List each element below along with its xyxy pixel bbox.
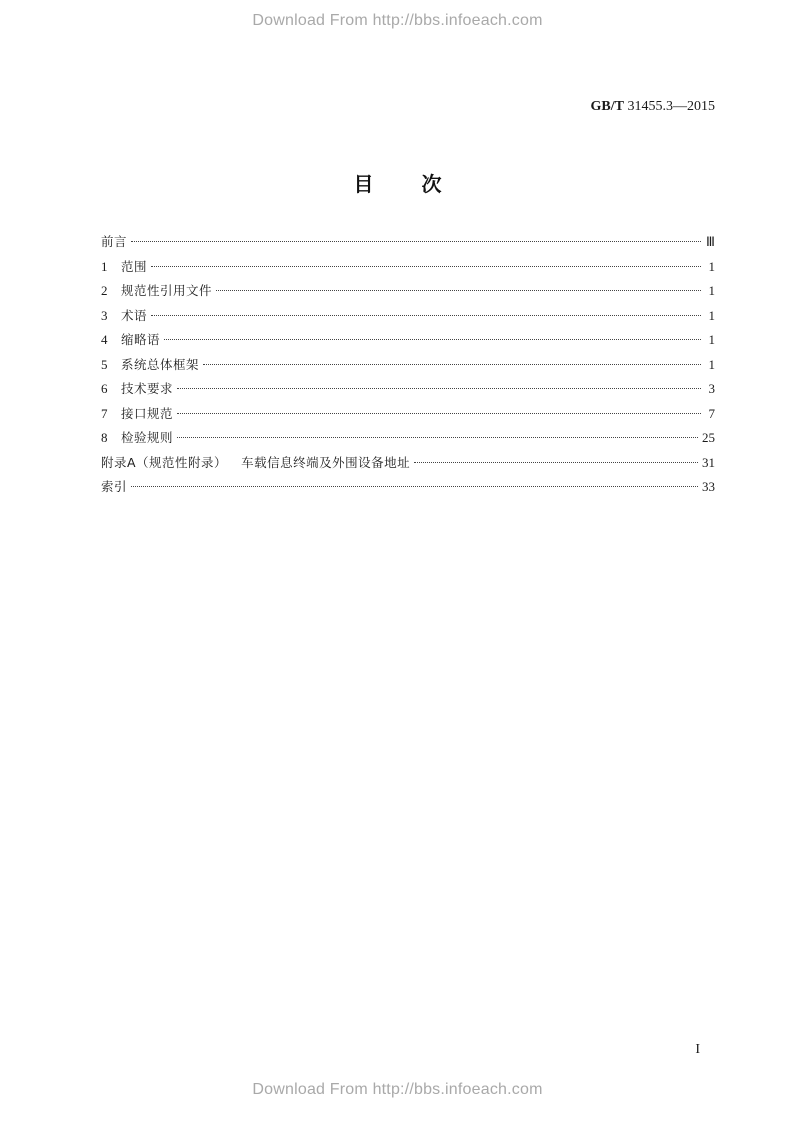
toc-entry-number: 7 (101, 405, 108, 421)
toc-dot-leader (131, 486, 698, 487)
toc-entry-page: 25 (702, 430, 715, 445)
toc-dot-leader (203, 364, 701, 365)
toc-entry[interactable] (101, 477, 715, 502)
toc-entry-number: 2 (101, 283, 108, 298)
toc-entry[interactable] (101, 404, 715, 429)
toc-entry-label: 术语 (121, 307, 148, 323)
toc-entry-label: 范围 (121, 258, 148, 274)
toc-entry-label: 检验规则 (121, 430, 174, 445)
toc-entry-page: 1 (708, 283, 715, 298)
toc-dot-leader (151, 266, 701, 267)
toc-dot-leader (177, 388, 701, 389)
toc-dot-leader (216, 290, 701, 291)
toc-entry[interactable] (101, 355, 715, 380)
toc-entry[interactable] (101, 257, 715, 282)
toc-entry-label: 接口规范 (121, 405, 174, 421)
toc-entry-label: 规范性引用文件 (121, 283, 213, 298)
toc-entry-subtitle: 车载信息终端及外围设备地址 (241, 454, 411, 470)
toc-entry-number: 8 (101, 430, 108, 445)
toc-entry-page: 1 (708, 332, 715, 347)
toc-dot-leader (131, 241, 701, 242)
toc-entry-page: 33 (702, 479, 715, 494)
watermark-top: Download From http://bbs.infoeach.com (252, 12, 543, 29)
toc-entry-page: 1 (708, 356, 715, 372)
toc-dot-leader (177, 413, 701, 414)
toc-entry-label: 系统总体框架 (121, 356, 200, 372)
toc-entry[interactable] (101, 428, 715, 453)
toc-entry-page: 7 (708, 405, 715, 421)
toc-entry-page: 1 (708, 258, 715, 274)
toc-entry-page: 3 (708, 381, 715, 396)
watermark-bottom: Download From http://bbs.infoeach.com (252, 1081, 543, 1098)
toc-entry[interactable] (101, 281, 715, 306)
toc-dot-leader (177, 437, 698, 438)
toc-entry-number: 6 (101, 381, 108, 396)
toc-entry-page: Ⅲ (706, 234, 715, 249)
toc-entry-number: 4 (101, 332, 108, 347)
standard-number (591, 99, 715, 115)
toc-entry-label: 附录A（规范性附录） (101, 454, 228, 470)
toc-entry-label: 索引 (101, 479, 128, 494)
page-number: I (695, 1042, 700, 1057)
standard-prefix: GB/T (590, 99, 624, 114)
toc-entry[interactable] (101, 232, 715, 257)
toc-title: 目次 (353, 172, 490, 196)
toc-entry[interactable] (101, 379, 715, 404)
table-of-contents (101, 232, 715, 502)
toc-entry-number: 1 (101, 258, 108, 274)
toc-dot-leader (164, 339, 701, 340)
toc-entry[interactable] (101, 453, 715, 478)
toc-entry[interactable] (101, 330, 715, 355)
toc-entry-number: 5 (101, 356, 108, 372)
toc-entry-label: 前言 (101, 234, 128, 249)
toc-entry-page: 31 (702, 454, 715, 470)
standard-code: 31455.3—2015 (624, 99, 715, 114)
toc-dot-leader (414, 462, 698, 463)
toc-entry-number: 3 (101, 307, 108, 323)
toc-entry-label: 技术要求 (121, 381, 174, 396)
toc-entry-page: 1 (708, 307, 715, 323)
toc-entry[interactable] (101, 306, 715, 331)
toc-dot-leader (151, 315, 701, 316)
toc-entry-label: 缩略语 (121, 332, 161, 347)
